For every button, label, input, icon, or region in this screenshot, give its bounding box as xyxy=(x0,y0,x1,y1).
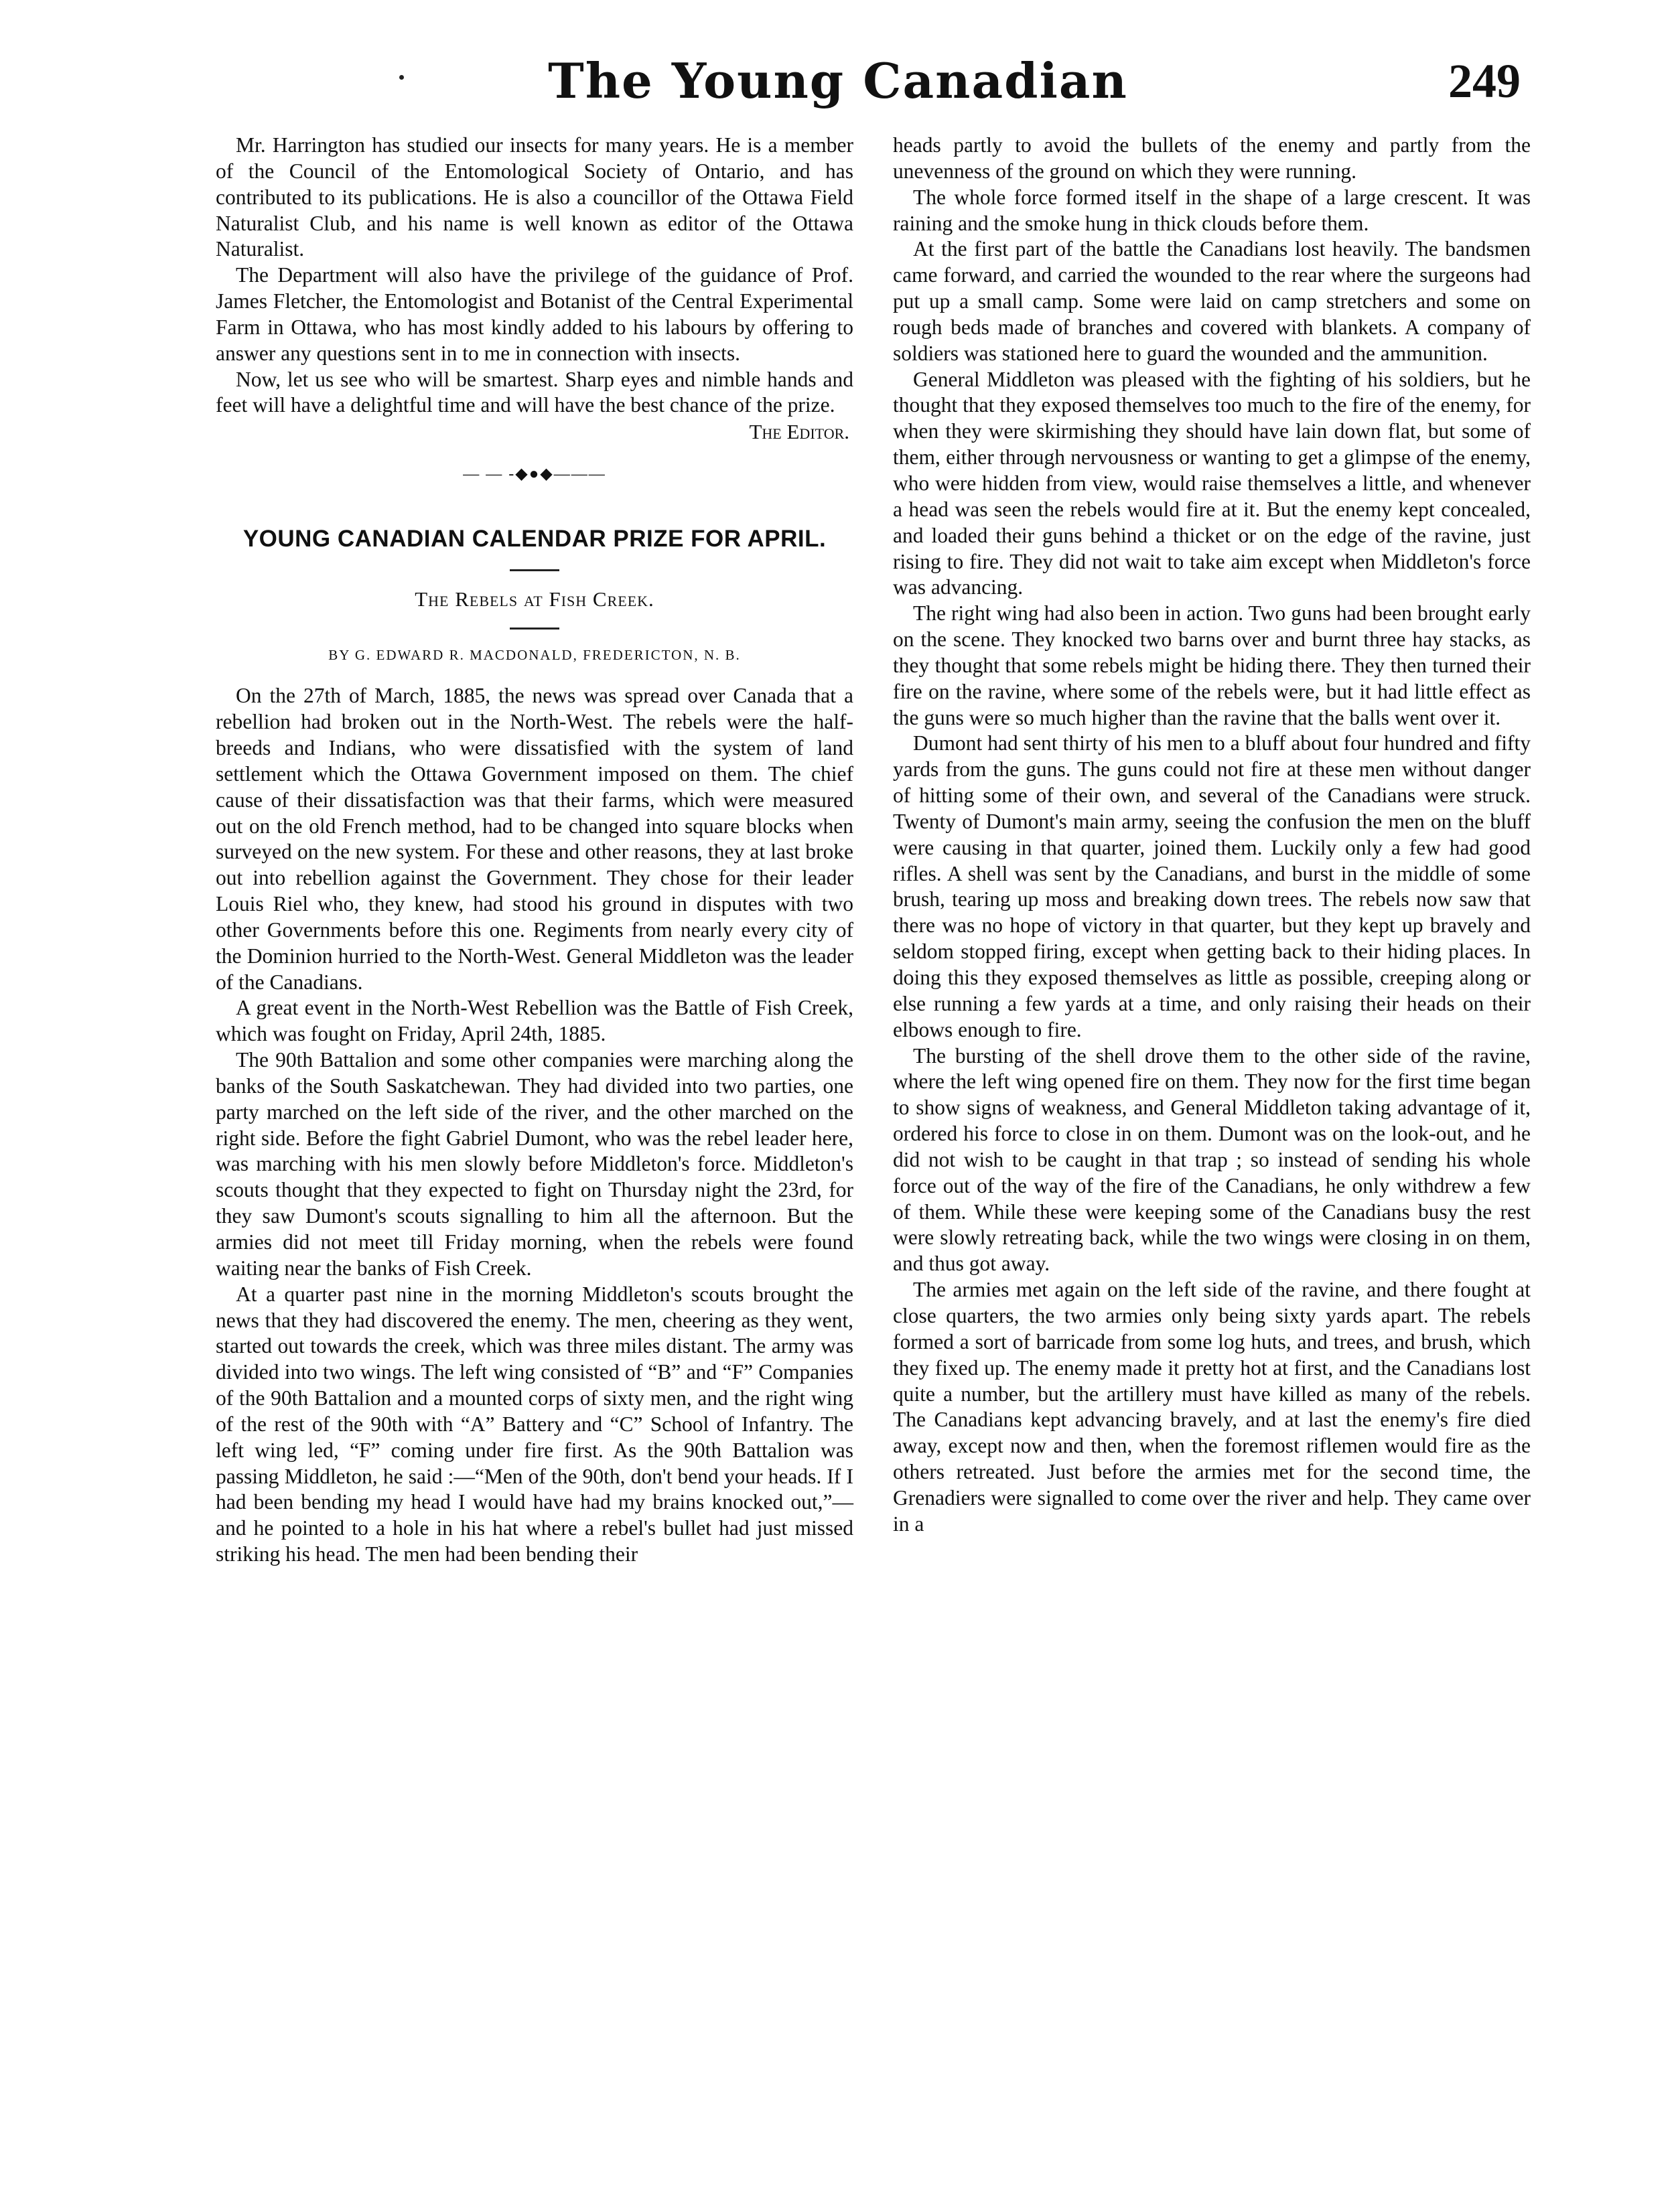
paragraph: The right wing had also been in action. Two guns had been brought early on the scene. They knocked two barns over and burnt three hay stacks, as they thought that some rebels might be hiding there. They then turned their fire on the ravine, where some of the rebels were, but it had little effect as the guns were so much higher than the ravine that the balls went over it. xyxy=(893,601,1531,729)
paragraph: The Department will also have the privilege of the guidance of Prof. James Fletcher, the Entomologist and Botanist of the Central Experimental Farm in Ottawa, who has most kindly added to his labours by offering to answer any questions sent in to me in connection with insects. xyxy=(216,263,853,365)
paragraph: At a quarter past nine in the morning Middleton's scouts brought the news that they had discovered the enemy. The men, cheering as they went, started out towards the creek, which was three miles distant. The army was divided into two wings. The left wing consisted of “B” and “F” Companies of the 90th Battalion and a mounted corps of sixty men, and the right wing of the rest of the 90th with “A” Battery and “C” School of Infantry. The left wing led, “F” coming under fire first. As the 90th Battalion was passing Middleton, he said :—“Men of the 90th, don't bend your heads. If I had been bending my head I would have had my brains knocked out,”—and he pointed to a hole in his hat where a rebel's bullet had just missed striking his head. The men had been bending their xyxy=(216,1282,853,1566)
paragraph: A great event in the North-West Rebellion was the Battle of Fish Creek, which was fought on Friday, April 24th, 1885. xyxy=(216,996,853,1046)
paragraph: Now, let us see who will be smartest. Sharp eyes and nimble hands and feet will have a delightful time and will have the best chance of the prize. xyxy=(216,367,853,417)
left-column xyxy=(216,133,853,1568)
paragraph: General Middleton was pleased with the fighting of his soldiers, but he thought that they exposed themselves too much to the fire of the enemy, for when they were skirmishing they should have lain down flat, but some of them, either through nervousness or wanting to get a glimpse of the enemy, who were hidden from view, would raise themselves a little, and whenever a head was seen the rebels would fire at it. But the enemy kept concealed, and loaded their guns behind a thicket or on the edge of the ravine, just rising to fire. They did not wait to take aim except when Middleton's force was advancing. xyxy=(893,367,1531,599)
title-rule xyxy=(510,569,559,571)
subtitle-rule xyxy=(510,628,559,630)
editor-signature: The Editor. xyxy=(749,420,849,444)
paragraph: The bursting of the shell drove them to the other side of the ravine, where the left wing opened fire on them. They now for the first time began to show signs of weakness, and General Middleton taking advantage of it, ordered his force to close in on them. Dumont was on the look-out, and he did not wish to be caught in that trap ; so instead of sending his whole force out of the way of the fire of the Canadians, he only withdrew a few of them. While these were keeping some of the Canadians busy the rest were slowly retreating back, while the two wings were closing in on them, and thus got away. xyxy=(893,1043,1531,1276)
paragraph: Mr. Harrington has studied our insects for many years. He is a member of the Council of the Entomological Society of Ontario, and has contributed to its publications. He is also a councillor of the Ottawa Field Naturalist Club, and his name is well known as editor of the Ottawa Naturalist. xyxy=(216,133,853,261)
article-subtitle: The Rebels at Fish Creek. xyxy=(415,587,654,611)
page-number: 249 xyxy=(1448,54,1521,108)
article-title: YOUNG CANADIAN CALENDAR PRIZE FOR APRIL. xyxy=(242,526,827,552)
paragraph: The whole force formed itself in the shape of a large crescent. It was raining and the smoke hung in thick clouds before them. xyxy=(893,185,1531,235)
paragraph: The 90th Battalion and some other companies were marching along the banks of the South Saskatchewan. They had divided into two parties, one party marched on the left side of the river, and the other marched on the right side. Before the fight Gabriel Dumont, who was the rebel leader here, was marching with his men slowly before Middleton's force. Middleton's scouts thought that they expected to fight on Thursday night the 23rd, for they saw Dumont's scouts signalling to him all the afternoon. But the armies did not meet till Friday morning, when the rebels were found waiting near the banks of Fish Creek. xyxy=(216,1048,853,1280)
page-header xyxy=(0,27,1676,114)
article-byline: BY G. EDWARD R. MACDONALD, FREDERICTON, N. B. xyxy=(328,647,741,664)
paragraph: The armies met again on the left side of the ravine, and there fought at close quarters, the two armies only being sixty yards apart. The rebels formed a sort of barricade from some log huts, and trees, and brush, which they fixed up. The enemy made it pretty hot at first, and the Canadians lost quite a number, but the artillery must have killed as many of the rebels. The Canadians kept advancing bravely, and at last the enemy's fire died away, except now and then, when the foremost riflemen would fire as the others retreated. Just before the armies met for the second time, the Grenadiers were signalled to come over the river and help. They came over in a xyxy=(893,1278,1531,1536)
paragraph: heads partly to avoid the bullets of the enemy and partly from the unevenness of the ground on which they were running. xyxy=(893,133,1531,183)
right-column xyxy=(893,133,1531,1538)
paragraph: On the 27th of March, 1885, the news was spread over Canada that a rebellion had broken out in the North-West. The rebels were the half-breeds and Indians, who were dissatisfied with the system of land settlement which the Ottawa Government imposed on them. The chief cause of their dissatisfaction was that their farms, which were measured out on the old French method, had to be changed into square blocks when surveyed on the new system. For these and other reasons, they at last broke out into rebellion against the Government. They chose for their leader Louis Riel who, they knew, had stood his ground in disputes with two other Governments before this one. Regiments from nearly every city of the Dominion hurried to the North-West. General Middleton was the leader of the Canadians. xyxy=(216,684,853,994)
section-ornament: — — -◆●◆——— xyxy=(463,465,606,484)
paragraph: At the first part of the battle the Canadians lost heavily. The bandsmen came forward, and carried the wounded to the rear where the surgeons had put up a small camp. Some were laid on camp stretchers and some on rough beds made of branches and covered with blankets. A company of soldiers was stationed here to guard the wounded and the ammunition. xyxy=(893,237,1531,365)
paragraph: Dumont had sent thirty of his men to a bluff about four hundred and fifty yards from the guns. The guns could not fire at these men without danger of hitting some of their own, and several of the Canadians were struck. Twenty of Dumont's main army, seeing the confusion the men on the bluff were causing in that quarter, joined them. Luckily only a few had good rifles. A shell was sent by the Canadians, and burst in the middle of some brush, tearing up moss and breaking down trees. The rebels now saw that there was no hope of victory in that quarter, but they kept up bravely and seldom stopped firing, except when getting back to their hiding places. In doing this they exposed themselves as little as possible, creeping along or else running a few yards at a time, and only raising their heads on their elbows enough to fire. xyxy=(893,731,1531,1041)
masthead-title: The Young Canadian xyxy=(548,52,1128,109)
